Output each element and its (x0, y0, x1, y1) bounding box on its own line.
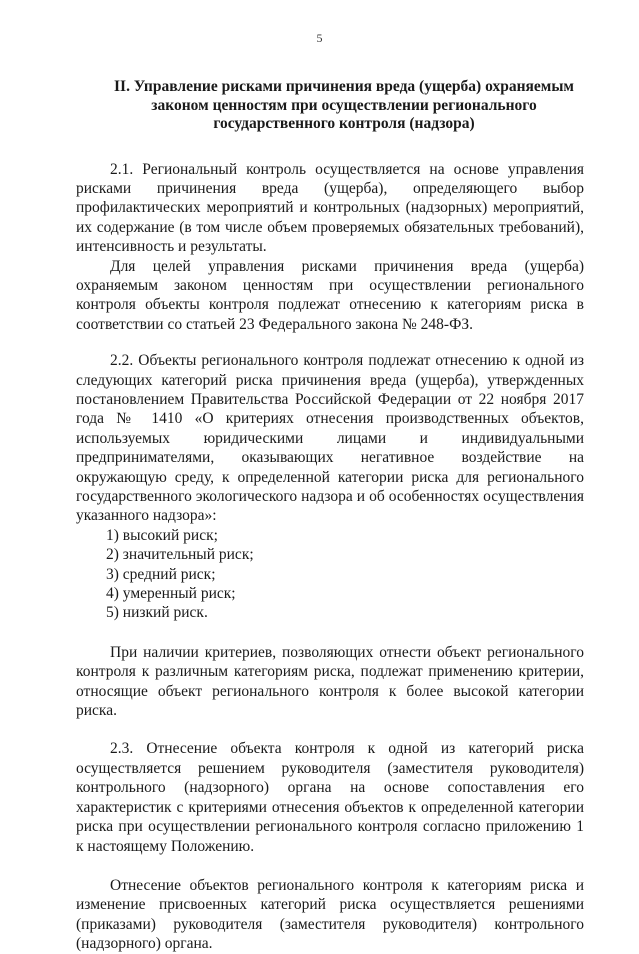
paragraph-risk-management-purpose: Для целей управления рисками причинения вреда (ущерба) охраняемым законом ценностям при осуществлении регионального контроля объекты контроля подлежат отнесению к категориям риска в соответствии со статьей 23 Федерального закона № 248-ФЗ. (76, 257, 584, 333)
spacer (76, 623, 584, 643)
risk-category-item: 1) высокий риск; (106, 526, 218, 544)
paragraph-2-2: 2.2. Объекты регионального контроля подлежат отнесению к одной из следующих категорий риска причинения вреда (ущерба), утвержденных постановлением Правительства Российской Федерации от 22 ноября 2017 года № 1410 «О критериях отнесения производственных объектов, используемых юридическими лицами и индивидуальными предпринимателями, оказывающих негативное воздействие на окружающую среду, к определенной категории риска для регионального государственного экологического надзора и об особенностях осуществления указанного надзора»: (76, 352, 584, 525)
paragraph-multiple-criteria: При наличии критериев, позволяющих отнести объект регионального контроля к различным категориям риска, подлежат применению критерии, относящие объект регионального контроля к более высокой категории риска. (76, 643, 584, 720)
spacer (76, 856, 584, 876)
risk-category-item: 4) умеренный риск; (106, 585, 236, 603)
risk-category-item: 2) значительный риск; (106, 546, 254, 564)
paragraph-category-decisions: Отнесение объектов регионального контроля к категориям риска и изменение присвоенных категорий риска осуществляется решениями (приказами) руководителя (заместителя руководителя) контрольного (надзорного) органа. (76, 876, 584, 953)
paragraph-2-1: 2.1. Региональный контроль осуществляется на основе управления рисками причинения вреда (ущерба), определяющего выбор профилактических мероприятий и контрольных (надзорных) мероприятий, их содержание (в том числе объем проверяемых обязательных требований), интенсивность и результаты. (76, 160, 584, 256)
risk-category-list (76, 526, 584, 623)
page-content (76, 78, 584, 954)
section-heading: II. Управление рисками причинения вреда (ущерба) охраняемым законом ценностям при осуществлении регионального государственного контроля (надзора) (114, 78, 574, 132)
paragraph-2-3: 2.3. Отнесение объекта контроля к одной из категорий риска осуществляется решением руководителя (заместителя руководителя) контрольного (надзорного) органа на основе сопоставления его характеристик с критериями отнесения объектов к определенной категории риска при осуществлении регионального контроля согласно приложению 1 к настоящему Положению. (76, 740, 584, 855)
spacer (76, 720, 584, 739)
risk-category-item: 3) средний риск; (106, 565, 216, 583)
risk-category-item: 5) низкий риск. (106, 604, 208, 622)
page-number: 5 (316, 31, 323, 45)
spacer (76, 334, 584, 351)
